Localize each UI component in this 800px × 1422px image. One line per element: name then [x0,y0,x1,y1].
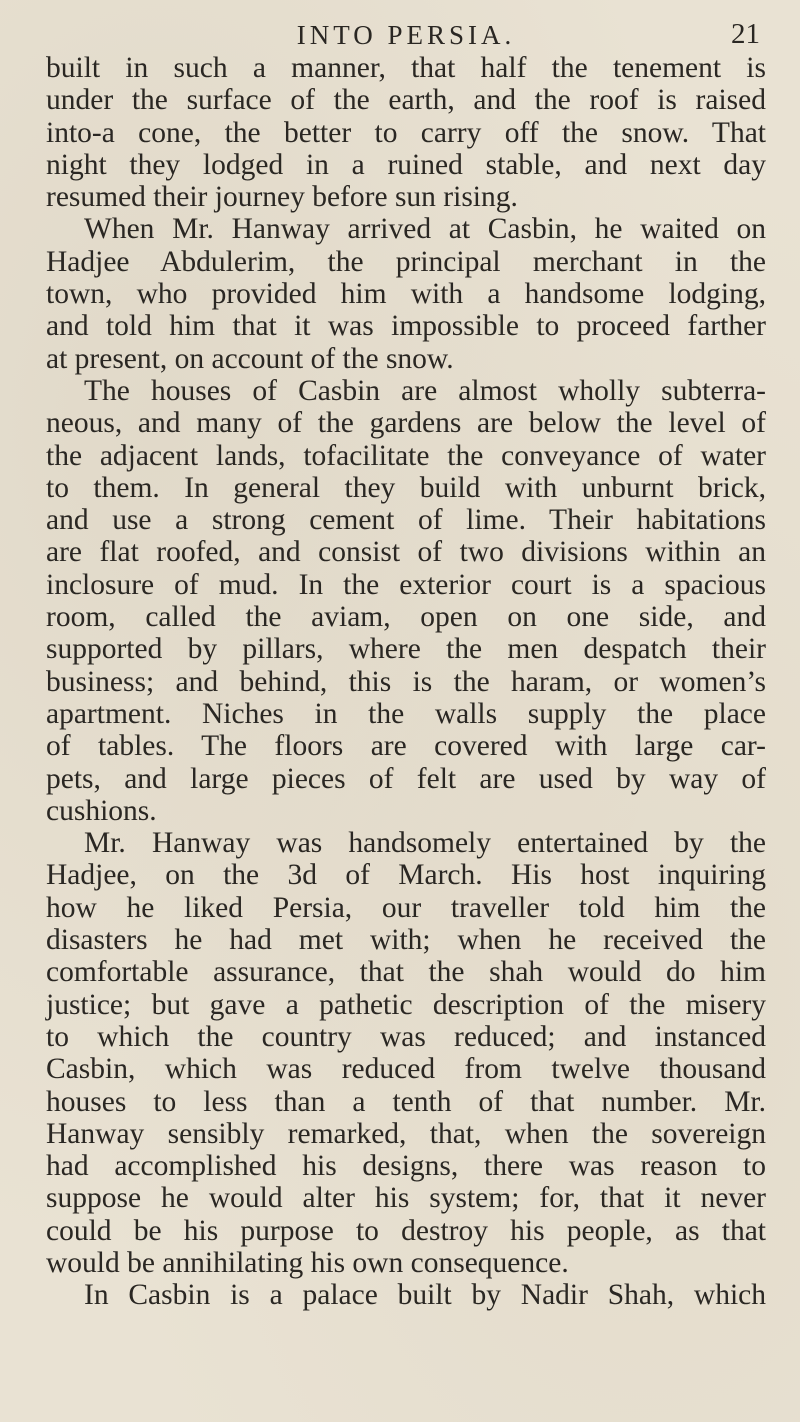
text-line: to which the country was reduced; and instanced [46,1020,766,1053]
text-line: resumed their journey before sun rising. [46,181,518,214]
text-line: supported by pillars, where the men despatch their [46,633,766,666]
text-line: room, called the aviam, open on one side, and [46,601,766,634]
text-line: how he liked Persia, our traveller told him the [46,891,766,924]
text-line: business; and behind, this is the haram, or women’s [46,665,766,698]
page-number: 21 [731,18,760,50]
paragraph [46,52,766,213]
text-line: houses to less than a tenth of that number. Mr. [46,1085,766,1118]
text-line: neous, and many of the gardens are below the level of [46,407,766,440]
paragraph [46,1279,766,1311]
text-line: the adjacent lands, tofacilitate the conveyance of water [46,439,766,472]
text-line: under the surface of the earth, and the roof is raised [46,84,766,117]
text-line: When Mr. Hanway arrived at Casbin, he waited on [84,213,766,246]
text-line: to them. In general they build with unburnt brick, [46,471,766,504]
text-line: could be his purpose to destroy his people, as that [46,1214,766,1247]
paragraph [46,213,766,374]
running-title: INTO PERSIA. [296,20,516,50]
text-line: had accomplished his designs, there was reason to [46,1150,766,1183]
text-line: and told him that it was impossible to proceed farther [46,310,766,343]
text-line: inclosure of mud. In the exterior court is a spacious [46,568,766,601]
text-line: In Casbin is a palace built by Nadir Shah, which [84,1279,766,1312]
running-head [46,18,766,52]
text-line: of tables. The floors are covered with large car- [46,730,766,763]
text-line: at present, on account of the snow. [46,342,454,375]
text-line: justice; but gave a pathetic description of the misery [46,988,766,1021]
paragraph [46,375,766,827]
paragraph [46,827,766,1279]
text-line: comfortable assurance, that the shah would do him [46,956,766,989]
text-line: would be annihilating his own consequence. [46,1246,569,1279]
text-line: built in such a manner, that half the tenement is [46,52,766,84]
text-line: Hadjee Abdulerim, the principal merchant in the [46,245,766,278]
text-line: and use a strong cement of lime. Their habitations [46,504,766,537]
text-line: apartment. Niches in the walls supply the place [46,697,766,730]
text-line: disasters he had met with; when he received the [46,924,766,957]
text-line: suppose he would alter his system; for, that it never [46,1182,766,1215]
text-line: The houses of Casbin are almost wholly subterra- [84,374,766,407]
text-line: Mr. Hanway was handsomely entertained by the [84,827,766,860]
text-line: Hadjee, on the 3d of March. His host inquiring [46,859,766,892]
text-line: pets, and large pieces of felt are used by way of [46,762,766,795]
text-line: night they lodged in a ruined stable, and next day [46,148,766,181]
text-line: cushions. [46,794,157,827]
text-line: are flat roofed, and consist of two divisions within an [46,536,766,569]
text-line: Casbin, which was reduced from twelve thousand [46,1053,766,1086]
text-line: town, who provided him with a handsome lodging, [46,278,766,311]
body-text [46,52,766,1312]
text-line: Hanway sensibly remarked, that, when the sovereign [46,1117,766,1150]
text-line: into-a cone, the better to carry off the snow. That [46,116,766,149]
